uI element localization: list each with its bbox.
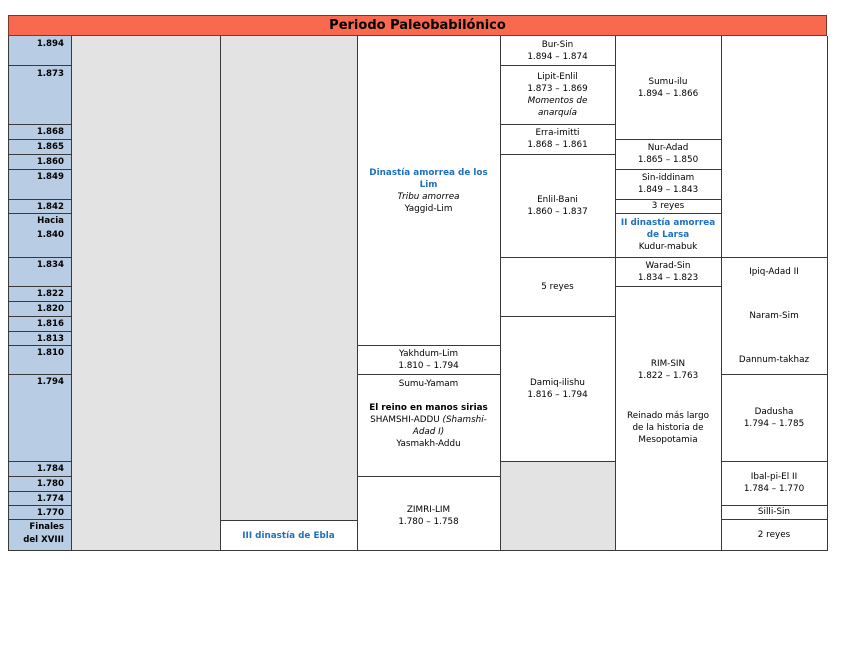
ibalpiel-cell	[721, 461, 827, 505]
year-label: 1.774	[36, 494, 64, 504]
ruler-name: Enlil-Bani	[537, 194, 578, 205]
ruler-name: Yakhdum-Lim	[398, 348, 459, 359]
note: anarquía	[538, 107, 577, 118]
year-label: Hacia	[37, 216, 64, 226]
note: Mesopotamia	[638, 435, 698, 445]
row-divider	[8, 316, 71, 317]
ruler-dates: 1.780 – 1.758	[398, 517, 459, 527]
row-divider	[8, 301, 71, 302]
column-divider	[220, 36, 221, 550]
year-label: 1.810	[36, 348, 64, 358]
row-divider	[8, 257, 71, 258]
cell-border	[615, 286, 721, 287]
ruler-dates: 1.865 – 1.850	[637, 155, 699, 165]
ruler-dates: 1.873 – 1.869	[527, 83, 588, 94]
row-divider	[8, 199, 71, 200]
syria-title: El reino en manos sirias	[369, 403, 488, 413]
kings-count: 3 reyes	[651, 201, 685, 211]
row-divider	[8, 331, 71, 332]
row-divider	[8, 213, 71, 214]
year-label: 1.820	[36, 304, 64, 314]
ruler-name: Damiq-ilishu	[529, 377, 585, 388]
note: de la historia de	[632, 423, 704, 433]
year-label: 1.842	[36, 202, 64, 212]
year-label: 1.780	[36, 479, 64, 489]
year-label: 1.849	[36, 172, 64, 182]
column-divider	[8, 36, 9, 550]
larsa-dynasty-cell	[615, 213, 721, 257]
cell-border	[500, 461, 615, 462]
lipit-cell	[500, 65, 615, 124]
ruler-name: Silli-Sin	[757, 507, 791, 517]
column-divider	[827, 36, 828, 550]
ruler-dates: 1.894 – 1.874	[527, 52, 588, 62]
ruler-name: Sin-iddinam	[641, 173, 695, 183]
cell-border	[357, 374, 500, 375]
three-kings-cell	[615, 199, 721, 213]
dannum-cell	[721, 345, 827, 374]
ruler-name: ZIMRI-LIM	[406, 505, 451, 515]
lim-king-label: Yaggid-Lim	[404, 203, 453, 214]
ruler-name: Lipit-Enlil	[537, 71, 578, 82]
row-divider	[8, 169, 71, 170]
empty-column-2	[220, 36, 357, 520]
naram-cell	[721, 301, 827, 331]
ruler-name: Yasmakh-Addu	[396, 439, 461, 449]
row-divider	[8, 154, 71, 155]
ruler-dates: 1.794 – 1.785	[743, 418, 805, 429]
row-divider	[8, 65, 71, 66]
year-label: 1.894	[36, 39, 64, 49]
year-label: 1.816	[36, 319, 64, 329]
year-label: del XVIII	[23, 535, 64, 545]
cell-border	[357, 476, 500, 477]
ebla-dynasty-label: III dinastía de Ebla	[242, 530, 335, 541]
ruler-dates: 1.834 – 1.823	[637, 272, 699, 283]
sillisin-cell	[721, 505, 827, 519]
note: Momentos de	[527, 95, 588, 106]
table-title: Periodo Paleobabilónico	[8, 15, 827, 36]
lim-dynasty-title: Dinastía amorrea de los Lim	[369, 167, 488, 190]
ruler-name: Erra-imitti	[535, 128, 580, 138]
row-divider	[8, 139, 71, 140]
ruler-dates: 1.860 – 1.837	[527, 206, 588, 217]
shamshi-line	[370, 414, 487, 426]
year-label: 1.865	[36, 142, 64, 152]
zimri-cell	[357, 496, 500, 536]
year-label: 1.873	[36, 69, 64, 79]
larsa-dynasty-title: de Larsa	[646, 230, 690, 240]
year-label: 1.784	[36, 464, 64, 474]
rimsin-cell	[615, 358, 721, 478]
nuradad-cell	[615, 139, 721, 169]
ruler-name: Sumu-Yamam	[398, 379, 459, 389]
warad-cell	[615, 257, 721, 286]
row-divider	[8, 505, 71, 506]
row-divider	[8, 491, 71, 492]
ruler-name: Bur-Sin	[541, 40, 574, 50]
damiq-cell	[500, 316, 615, 461]
yakhdum-cell	[357, 345, 500, 374]
row-divider	[8, 124, 71, 125]
ruler-name: Dadusha	[754, 406, 794, 417]
empty-column-1	[71, 36, 220, 550]
ruler-dates: 1.894 – 1.866	[637, 88, 699, 99]
empty-isin-cell	[500, 461, 615, 550]
ruler-name: Warad-Sin	[645, 260, 691, 271]
year-label: 1.868	[36, 127, 64, 137]
year-label: 1.813	[36, 334, 64, 344]
ruler-dates: 1.868 – 1.861	[527, 140, 588, 150]
ruler-dates: 1.849 – 1.843	[637, 185, 699, 195]
note: Reinado más largo	[627, 411, 709, 421]
year-label: Finales	[29, 522, 64, 532]
ruler-name: Sumu-ilu	[648, 76, 688, 87]
bursin-cell	[500, 37, 615, 65]
sumuilu-cell	[615, 36, 721, 139]
kings-count: 2 reyes	[757, 529, 791, 540]
column-divider	[71, 36, 72, 550]
row-divider	[8, 519, 71, 520]
row-divider	[8, 345, 71, 346]
row-divider	[8, 476, 71, 477]
ruler-name: Ibal-pi-El II	[750, 472, 798, 482]
table-bottom-border	[8, 550, 828, 551]
dadusha-cell	[721, 374, 827, 461]
larsa-dynasty-title: II dinastía amorrea	[620, 218, 716, 228]
ruler-name: RIM-SIN	[650, 359, 686, 369]
enlil-cell	[500, 154, 615, 257]
ruler-alt-name: Adad I)	[412, 427, 445, 437]
ruler-dates: 1.822 – 1.763	[637, 371, 699, 381]
lim-dynasty-cell	[357, 36, 500, 345]
siniddinam-cell	[615, 169, 721, 199]
ruler-name: Ipiq-Adad II	[749, 266, 799, 277]
ruler-dates: 1.816 – 1.794	[527, 389, 588, 400]
row-divider	[8, 461, 71, 462]
kings-count: 5 reyes	[541, 281, 574, 292]
ruler-name: Nur-Adad	[647, 143, 689, 153]
year-label: 1.822	[36, 289, 64, 299]
ipiq-cell	[721, 257, 827, 286]
year-label: 1.794	[36, 377, 64, 387]
erra-cell	[500, 124, 615, 154]
year-label: 1.860	[36, 157, 64, 167]
lim-tribe-label: Tribu amorrea	[397, 191, 460, 202]
ruler-dates: 1.784 – 1.770	[743, 484, 805, 494]
row-divider	[8, 374, 71, 375]
ruler-name: SHAMSHI-ADDU	[370, 415, 440, 425]
ruler-alt-name: (Shamshi-	[442, 415, 487, 425]
two-kings-cell	[721, 519, 827, 550]
ruler-name: Dannum-takhaz	[738, 354, 810, 365]
year-label: 1.770	[36, 508, 64, 518]
row-divider	[8, 286, 71, 287]
five-kings-cell	[500, 257, 615, 316]
ebla-dynasty-cell	[220, 521, 357, 550]
ruler-name: Kudur-mabuk	[638, 242, 698, 252]
year-label: 1.834	[36, 260, 64, 270]
syrian-period-cell	[357, 378, 500, 476]
year-label: 1.840	[36, 230, 64, 240]
ruler-dates: 1.810 – 1.794	[398, 360, 459, 371]
ruler-name: Naram-Sim	[749, 311, 799, 321]
